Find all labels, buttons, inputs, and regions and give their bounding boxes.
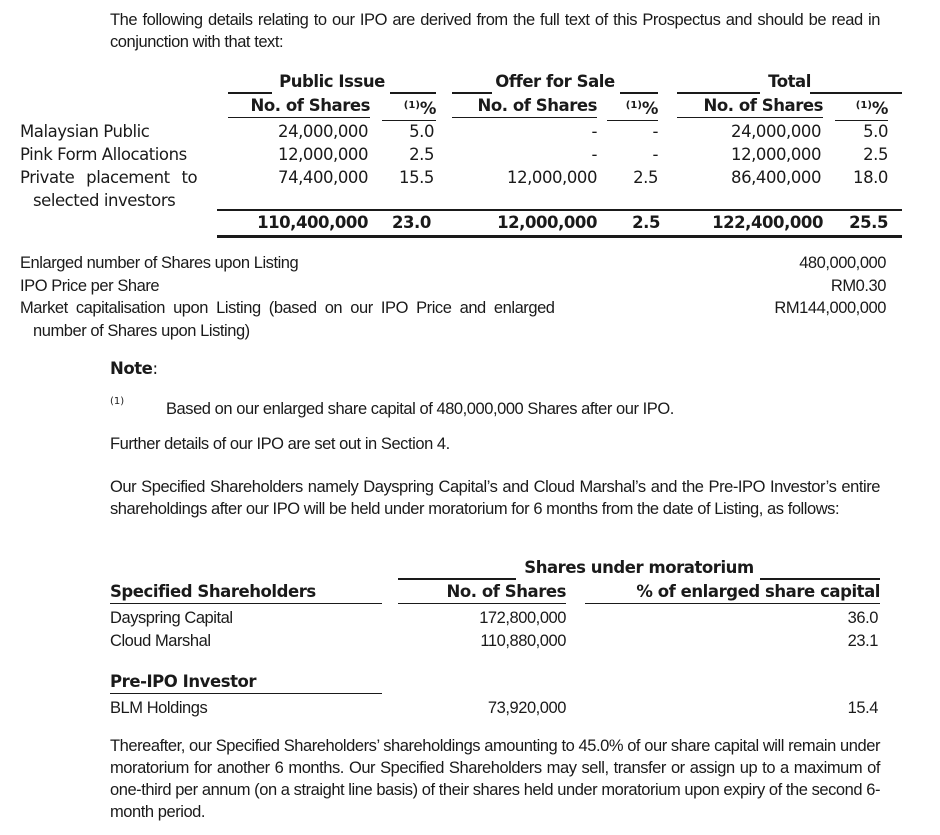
summary-value: 480,000,000 xyxy=(799,254,886,272)
total-pct: 18.0 xyxy=(853,168,888,187)
row-label: Malaysian Public xyxy=(20,122,150,141)
subheader-ofs-pct xyxy=(607,95,658,121)
row-label: Private placement to xyxy=(20,168,198,187)
summary-label: Enlarged number of Shares upon Listing xyxy=(20,254,299,272)
summary-label: IPO Price per Share xyxy=(20,277,160,295)
rule xyxy=(677,92,760,94)
ofs-shares: - xyxy=(591,122,597,141)
total-pi-shares: 110,400,000 xyxy=(257,213,368,232)
total-pct: 2.5 xyxy=(863,145,888,164)
note-marker: (1) xyxy=(110,396,125,407)
subheader-pi-shares: No. of Shares xyxy=(228,95,370,118)
holder-name: Cloud Marshal xyxy=(110,632,211,650)
holder-name: BLM Holdings xyxy=(110,699,208,717)
summary-label: Market capitalisation upon Listing (based on our IPO Price and enlarged xyxy=(20,299,555,317)
moratorium-group-header-label: Shares under moratorium xyxy=(524,558,754,577)
row-label: Pink Form Allocations xyxy=(20,145,187,164)
totals-top-rule xyxy=(217,209,902,211)
holder-pct: 36.0 xyxy=(847,609,878,627)
moratorium-intro: Our Specified Shareholders namely Dayspring Capital’s and Cloud Marshal’s and the Pre-IPO Investor’s entire shareholdings after our IPO will be held under moratorium for 6 months from the date of Listing, as follows: xyxy=(110,478,880,518)
ofs-shares: - xyxy=(591,145,597,164)
summary-label-continued: number of Shares upon Listing) xyxy=(33,322,250,340)
intro-paragraph: The following details relating to our IPO are derived from the full text of this Prospectus and should be read in conjunction with that text: xyxy=(110,11,880,51)
total-total-pct: 25.5 xyxy=(849,213,888,232)
header-total xyxy=(677,71,902,93)
rule xyxy=(760,578,880,580)
subheader-ofs-shares: No. of Shares xyxy=(452,95,597,118)
summary-value: RM0.30 xyxy=(830,277,886,295)
holder-shares: 110,880,000 xyxy=(480,632,566,650)
note-text: Based on our enlarged share capital of 480,000,000 Shares after our IPO. xyxy=(166,400,674,418)
total-ofs-shares: 12,000,000 xyxy=(497,213,597,232)
holder-pct: 15.4 xyxy=(847,699,878,717)
holder-name: Dayspring Capital xyxy=(110,609,233,627)
ofs-shares: 12,000,000 xyxy=(507,168,597,187)
ofs-pct: - xyxy=(652,145,658,164)
ofs-pct: - xyxy=(652,122,658,141)
rule xyxy=(620,92,658,94)
total-pct: 5.0 xyxy=(863,122,888,141)
header-public-issue xyxy=(228,71,436,93)
header-total-label: Total xyxy=(768,72,811,91)
holder-shares: 73,920,000 xyxy=(487,699,566,717)
subheader-pi-pct xyxy=(382,95,436,121)
pi-shares: 24,000,000 xyxy=(278,122,368,141)
footnote-marker: (1) xyxy=(625,100,642,111)
rule xyxy=(228,92,272,94)
rule xyxy=(810,92,902,94)
pi-shares: 74,400,000 xyxy=(278,168,368,187)
footnote-marker: (1) xyxy=(403,100,420,111)
footnote-marker: (1) xyxy=(855,100,872,111)
ofs-pct: 2.5 xyxy=(633,168,658,187)
pct-symbol: % xyxy=(419,99,436,118)
note-heading-label: Note xyxy=(110,359,153,378)
pi-pct: 15.5 xyxy=(399,168,434,187)
total-shares: 24,000,000 xyxy=(731,122,821,141)
pre-ipo-heading: Pre-IPO Investor xyxy=(110,671,382,694)
col-header-shares: No. of Shares xyxy=(398,581,566,604)
col-header-holder: Specified Shareholders xyxy=(110,581,382,604)
pi-pct: 2.5 xyxy=(409,145,434,164)
rule xyxy=(452,92,492,94)
moratorium-group-header xyxy=(398,557,880,579)
col-header-pct: % of enlarged share capital xyxy=(585,581,880,604)
subheader-total-shares: No. of Shares xyxy=(677,95,823,118)
holder-pct: 23.1 xyxy=(847,632,878,650)
subheader-total-pct xyxy=(835,95,888,121)
pi-pct: 5.0 xyxy=(409,122,434,141)
further-details: Further details of our IPO are set out in Section 4. xyxy=(110,435,450,453)
total-ofs-pct: 2.5 xyxy=(632,213,660,232)
header-public-issue-label: Public Issue xyxy=(279,72,385,91)
rule xyxy=(390,92,436,94)
pct-symbol: % xyxy=(641,99,658,118)
total-shares: 12,000,000 xyxy=(731,145,821,164)
header-offer-for-sale xyxy=(452,71,658,93)
pct-symbol: % xyxy=(871,99,888,118)
total-shares: 86,400,000 xyxy=(731,168,821,187)
note-colon: : xyxy=(152,359,158,378)
holder-shares: 172,800,000 xyxy=(479,609,566,627)
rule xyxy=(398,578,516,580)
note-heading xyxy=(110,358,158,380)
total-pi-pct: 23.0 xyxy=(392,213,431,232)
pi-shares: 12,000,000 xyxy=(278,145,368,164)
closing-paragraph: Thereafter, our Specified Shareholders’ shareholdings amounting to 45.0% of our share capital will remain under moratorium for another 6 months. Our Specified Shareholders may sell, transfer or assign up to a maximum of one-third per annum (on a straight line basis) of their shares held under moratorium upon expiry of the second 6-month period. xyxy=(110,737,881,821)
header-offer-for-sale-label: Offer for Sale xyxy=(495,72,615,91)
summary-value: RM144,000,000 xyxy=(774,299,886,317)
row-label-continued: selected investors xyxy=(33,191,176,210)
total-total-shares: 122,400,000 xyxy=(712,213,823,232)
totals-bottom-rule xyxy=(217,235,902,238)
